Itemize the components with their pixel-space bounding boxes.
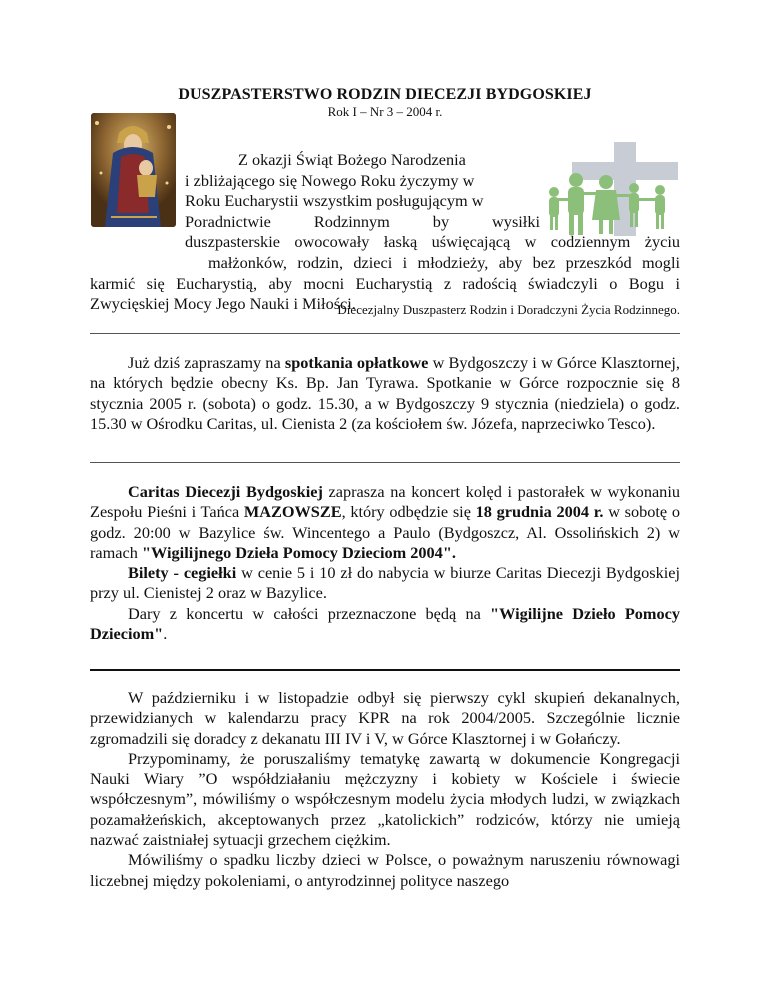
greeting-line: Roku Eucharystii wszystkim posługującym w	[185, 191, 484, 211]
greeting-line: Poradnictwie Rodzinnym by wysiłki	[185, 211, 540, 231]
concert-date: 18 grudnia 2004 r.	[475, 502, 604, 522]
tickets-label: Bilety - cegiełki	[128, 563, 237, 583]
greeting-line: małżonków, rodzin, dzieci i młodzieży, aby bez przeszkód mogli	[208, 252, 680, 272]
greeting-line: duszpasterskie owocowały łaską uświęcającą w codziennym życiu	[185, 232, 680, 252]
greeting-signature: Diecezjalny Duszpasterz Rodzin i Doradczyni Życia Rodzinnego.	[337, 302, 680, 317]
report-paragraph: Mówiliśmy o spadku liczby dzieci w Polsce, o poważnym naruszeniu równowagi liczebnej między pokoleniami, o antyrodzinnej polityce naszego	[90, 850, 680, 890]
divider	[90, 462, 680, 463]
charity-action-name: "Wigilijnego Dzieła Pomocy Dzieciom 2004".	[141, 542, 456, 562]
greeting-line: Zwycięskiej Mocy Jego Nauki i Miłości.	[90, 294, 356, 314]
report-paragraph: Przypominamy, że poruszaliśmy tematykę zawartą w dokumencie Kongregacji Nauki Wiary ”O współdziałaniu mężczyzny i kobiety w Kościele i świecie współczesnym”, mówiliśmy o współczesnym modelu życia młodych ludzi, w związkach pozamałżeńskich, akceptowanych przez „katolickich” rodziców, którzy nie umieją nazwać zaistniałej sytuacji grzechem ciężkim.	[90, 748, 680, 850]
greeting-line: karmić się Eucharystią, aby mocni Eucharystią z radością świadczyli o Bogu i	[90, 273, 680, 293]
greeting-line: Z okazji Świąt Bożego Narodzenia	[238, 150, 466, 169]
newsletter-title: DUSZPASTERSTWO RODZIN DIECEZJI BYDGOSKIEJ	[178, 86, 592, 103]
issue-subtitle: Rok I – Nr 3 – 2004 r.	[327, 104, 443, 119]
greeting-line: i zbliżającego się Nowego Roku życzymy w	[185, 170, 475, 190]
ensemble-name: MAZOWSZE	[243, 502, 342, 522]
caritas-name: Caritas Diecezji Bydgoskiej	[128, 482, 323, 501]
oplatek-highlight: spotkania opłatkowe	[284, 353, 429, 372]
divider-thick	[90, 669, 680, 671]
recollections-report	[90, 688, 680, 891]
charity-action-name-2: "Wigilijne Dzieło Pomocy Dzieciom"	[90, 603, 680, 644]
oplatek-announcement: Już dziś zapraszamy na spotkania opłatkowe w Bydgoszczy i w Górce Klasztornej, na których będzie obecny Ks. Bp. Jan Tyrawa. Spotkanie w Górce rozpocznie się 8 stycznia 2005 r. (sobota) o godz. 15.30, a w Bydgoszczy 9 stycznia (niedziela) o godz. 15.30 w Ośrodku Caritas, ul. Cienista 2 (za kościołem św. Józefa, naprzeciwko Tesco).	[90, 353, 680, 433]
christmas-greeting	[90, 150, 680, 315]
report-paragraph: W październiku i w listopadzie odbył się pierwszy cykl skupień dekanalnych, przewidzianych w kalendarzu pracy KPR na rok 2004/2005. Szczególnie licznie zgromadzili się doradcy z dekanatu III IV i V, w Górce Klasztornej i w Gołańczy.	[90, 688, 680, 748]
divider	[90, 333, 680, 334]
concert-announcement: Caritas Diecezji Bydgoskiej zaprasza na koncert kolęd i pastorałek w wykonaniu Zespołu Pieśni i Tańca MAZOWSZE, który odbędzie się 18 grudnia 2004 r. w sobotę o godz. 20:00 w Bazylice św. Wincentego a Paulo (Bydgoszcz, Al. Ossolińskich 2) w ramach "Wigilijnego Dzieła Pomocy Dzieciom 2004". Bilety - cegiełki w cenie 5 i 10 zł do nabycia w biurze Caritas Diecezji Bydgoskiej przy ul. Cienistej 2 oraz w Bazylice. Dary z koncertu w całości przeznaczone będą na "Wigilijne Dzieło Pomocy Dzieciom".	[90, 482, 680, 644]
